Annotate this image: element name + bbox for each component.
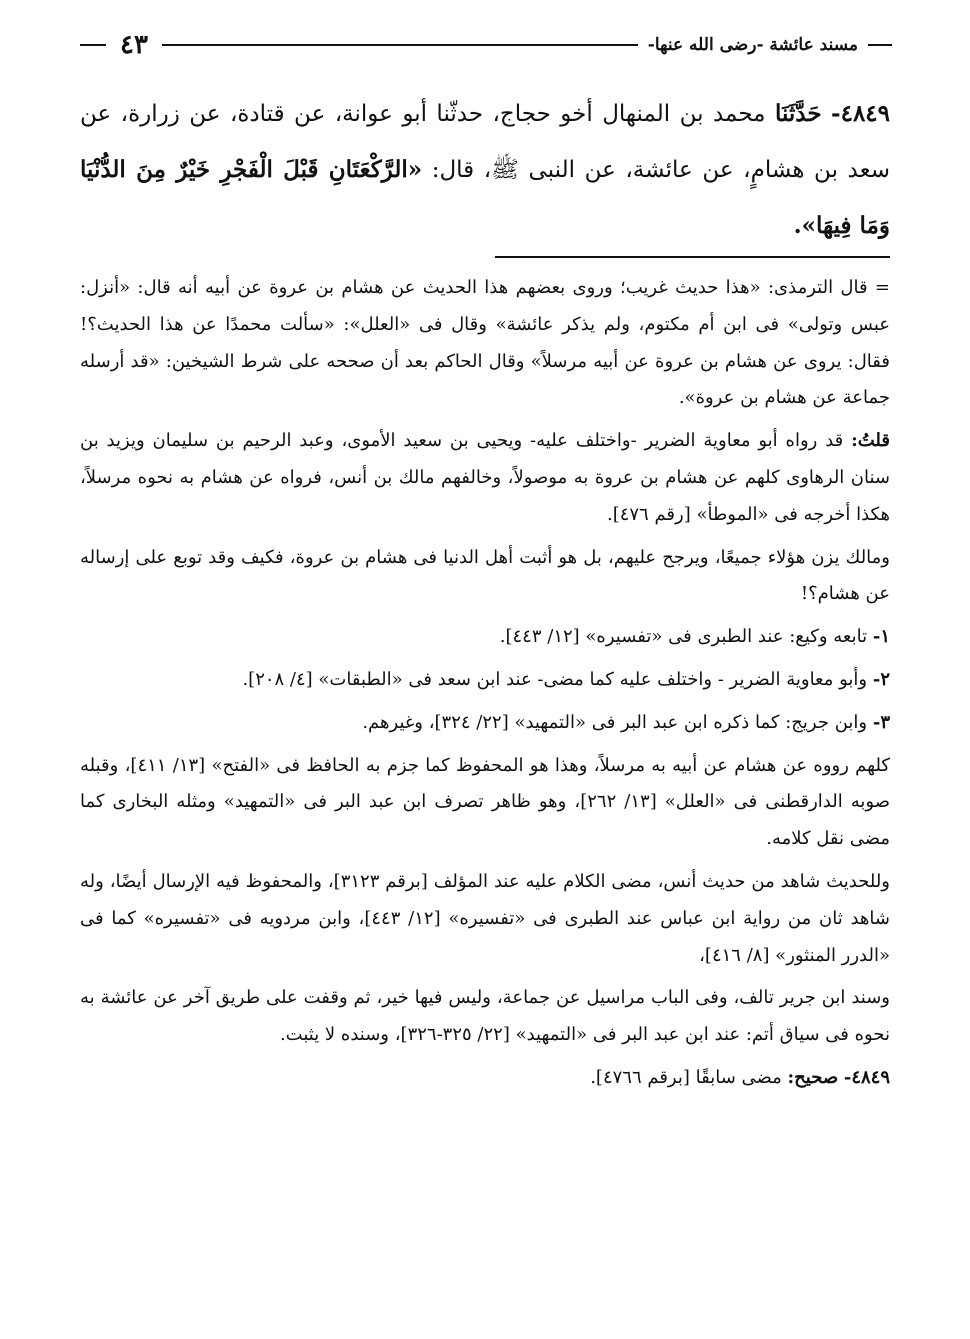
hadith-text — [80, 86, 890, 254]
note-qultu-text: قد رواه أبو معاوية الضرير -واختلف عليه- ويحيى بن سعيد الأموى، وعبد الرحيم بن سليمان ويزيد بن سنان الرهاوى كلهم عن هشام بن عروة به موصولاً، وخالفهم مالك بن أنس، فرواه عن هشام به نحوه مرسلاً، هكذا أخرجه فى «الموطأ» [رقم ٤٧٦]. — [80, 430, 890, 525]
note-item-2-text: وأبو معاوية الضرير - واختلف عليه كما مضى- عند ابن سعد فى «الطبقات» [٤/ ٢٠٨]. — [242, 668, 868, 690]
note-qultu — [80, 423, 890, 533]
note-ibn-jarir: وسند ابن جرير تالف، وفى الباب مراسيل عن جماعة، وليس فيها خير، ثم وقفت على طريق آخر عن عائشة به نحوه فى سياق أتم: عند ابن عبد البر فى «التمهيد» [٢٢/ ٣٢٥-٣٢٦]، وسنده لا يثبت. — [80, 987, 890, 1046]
note-qultu-label: قلتُ: — [851, 430, 890, 452]
note-item-2 — [80, 662, 890, 699]
hadith-haddathana: حَدَّثَنَا — [774, 100, 822, 127]
note-item-3-text: وابن جريج: كما ذكره ابن عبد البر فى «التمهيد» [٢٢/ ٣٢٤]، وغيرهم. — [362, 711, 868, 733]
grading-text: مضى سابقًا [برقم ٤٧٦٦]. — [590, 1066, 782, 1088]
note-malik: ومالك يزن هؤلاء جميعًا، ويرجح عليهم، بل هو أثبت أهل الدنيا فى هشام بن عروة، فكيف وقد توبع على إرساله عن هشام؟! — [80, 546, 890, 605]
page-header — [80, 28, 892, 62]
header-rule — [162, 44, 638, 46]
note-item-3-number: ٣- — [872, 711, 890, 733]
note-item-2-number: ٢- — [872, 668, 890, 690]
footnote-separator — [495, 256, 890, 258]
note-grading — [80, 1060, 890, 1097]
hadith-number: ٤٨٤٩- — [831, 100, 891, 127]
hadith-isnad: محمد بن المنهال أخو حجاج، حدثّنا أبو عوانة، عن قتادة، عن زرارة، عن سعد بن هشامٍ، عن عائشة، عن النبى ﷺ، قال: — [80, 101, 890, 183]
footnotes — [80, 270, 890, 1097]
note-tirmidhi: = قال الترمذى: «هذا حديث غريب؛ وروى بعضهم هذا الحديث عن هشام بن عروة عن أبيه أنه قال: «أنزل: عبس وتولى» فى ابن أم مكتوم، ولم يذكر عائشة» وقال فى «العلل»: «سألت محمدًا عن هذا الحديث؟! فقال: يروى عن هشام بن عروة عن أبيه مرسلاً» وقال الحاكم بعد أن صححه على شرط الشيخين: «قد أرسله جماعة عن هشام بن عروة». — [80, 277, 890, 409]
page-number: ٤٣ — [120, 30, 148, 60]
grading-label: صحيح: — [787, 1066, 839, 1088]
grading-number: ٤٨٤٩- — [843, 1066, 890, 1088]
header-dash-tail — [80, 44, 106, 46]
note-item-1 — [80, 619, 890, 656]
note-mursal: كلهم رووه عن هشام عن أبيه به مرسلاً، وهذا هو المحفوظ كما جزم به الحافظ فى «الفتح» [١٣/ ٤١١]، وقبله صوبه الدارقطنى فى «العلل» [١٣/ ٢٦٢]، وهو ظاهر تصرف ابن عبد البر فى «التمهيد» ومثله البخارى كما مضى نقل كلامه. — [80, 754, 890, 850]
note-shahid: وللحديث شاهد من حديث أنس، مضى الكلام عليه عند المؤلف [برقم ٣١٢٣]، والمحفوظ فيه الإرسال أيضًا، وله شاهد ثان من رواية ابن عباس عند الطبرى فى «تفسيره» [١٢/ ٤٤٣]، وابن مردويه فى «تفسيره» كما فى «الدرر المنثور» [٨/ ٤١٦]، — [80, 870, 890, 966]
header-dash-lead — [868, 44, 892, 46]
running-title: مسند عائشة -رضى الله عنها- — [647, 35, 858, 55]
hadith-matn: «الرَّكْعَتَانِ قَبْلَ الْفَجْرِ خَيْرٌ مِنَ الدُّنْيَا وَمَا فِيهَا». — [80, 156, 890, 239]
note-item-1-text: تابعه وكيع: عند الطبرى فى «تفسيره» [١٢/ ٤٤٣]. — [499, 626, 868, 648]
note-item-1-number: ١- — [872, 626, 890, 648]
note-item-3 — [80, 705, 890, 742]
